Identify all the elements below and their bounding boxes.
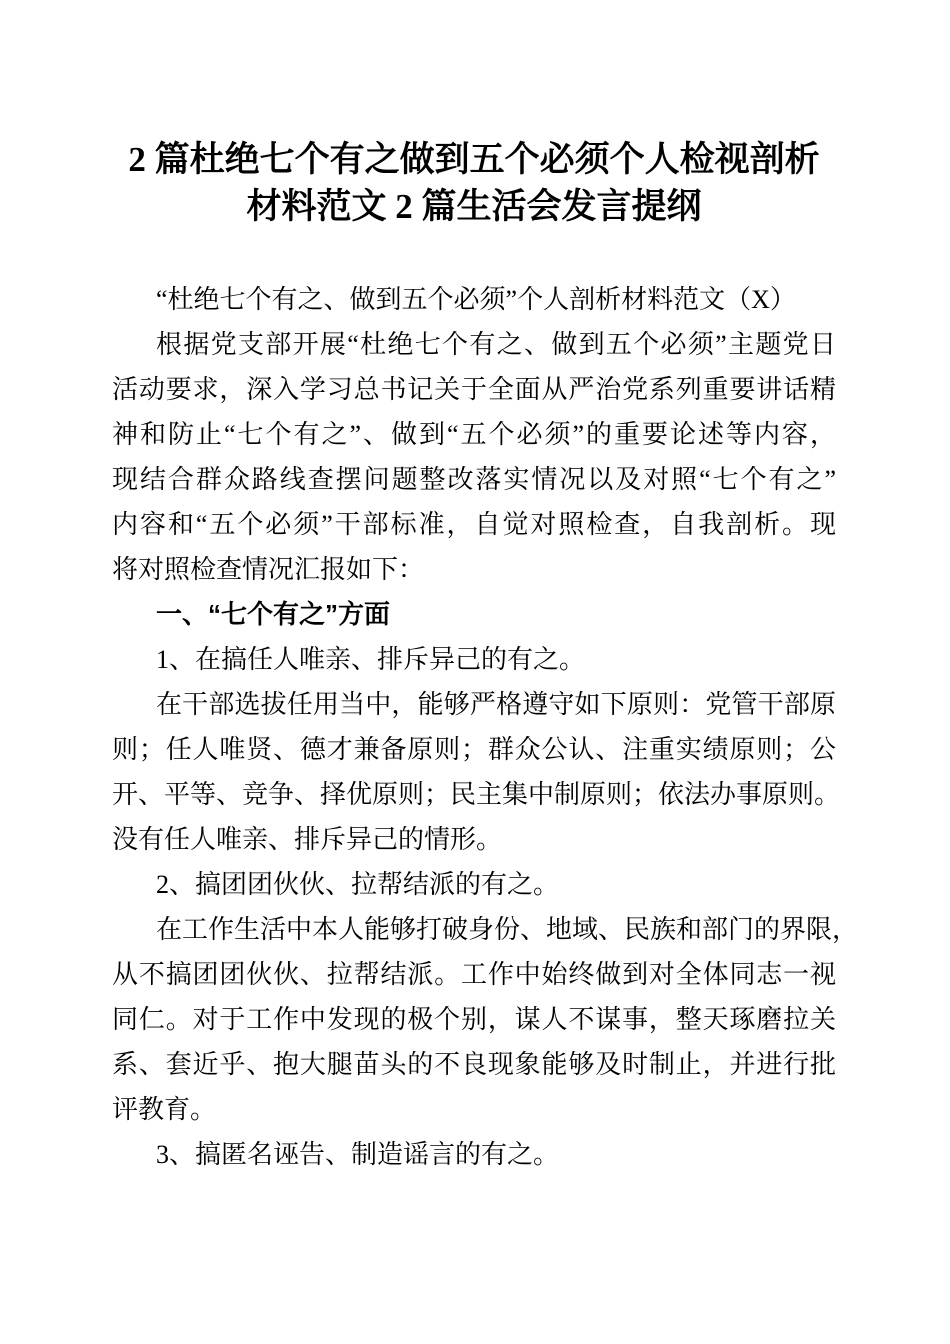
text-line: 2、搞团团伙伙、拉帮结派的有之。 bbox=[156, 870, 560, 899]
text-line: 在工作生活中本人能够打破身份、地域、民族和部门的界限， bbox=[156, 915, 859, 944]
document-title bbox=[112, 136, 836, 230]
title-line-1: 2 篇杜绝七个有之做到五个必须个人检视剖析 bbox=[128, 140, 820, 179]
text-line: 没有任人唯亲、排斥异己的情形。 bbox=[112, 825, 503, 854]
text-line: 神和防止“七个有之”、做到“五个必须”的重要论述等内容， bbox=[112, 420, 836, 449]
text-line: 系、套近乎、抱大腿苗头的不良现象能够及时制止，并进行批 bbox=[112, 1050, 836, 1079]
text-line: 同仁。对于工作中发现的极个别，谋人不谋事，整天琢磨拉关 bbox=[112, 1005, 836, 1034]
document-body bbox=[112, 277, 859, 1177]
text-line: 1、在搞任人唯亲、排斥异己的有之。 bbox=[156, 645, 586, 674]
text-line: 将对照检查情况汇报如下： bbox=[112, 555, 425, 584]
text-line: 在干部选拔任用当中，能够严格遵守如下原则：党管干部原 bbox=[156, 690, 836, 719]
text-line: 根据党支部开展“杜绝七个有之、做到五个必须”主题党日 bbox=[156, 330, 836, 359]
text-line: 一、“七个有之”方面 bbox=[156, 599, 391, 629]
text-line: 3、搞匿名诬告、制造谣言的有之。 bbox=[156, 1140, 560, 1169]
text-line: 则；任人唯贤、德才兼备原则；群众公认、注重实绩原则；公 bbox=[112, 735, 836, 764]
text-line: “杜绝七个有之、做到五个必须”个人剖析材料范文（X） bbox=[156, 285, 796, 314]
title-line-2: 材料范文 2 篇生活会发言提纲 bbox=[246, 187, 702, 226]
text-line: 开、平等、竞争、择优原则；民主集中制原则；依法办事原则。 bbox=[112, 780, 841, 809]
text-line: 活动要求，深入学习总书记关于全面从严治党系列重要讲话精 bbox=[112, 375, 836, 404]
text-line: 内容和“五个必须”干部标准，自觉对照检查，自我剖析。现 bbox=[112, 510, 836, 539]
text-line: 现结合群众路线查摆问题整改落实情况以及对照“七个有之” bbox=[112, 465, 836, 494]
text-line: 评教育。 bbox=[112, 1095, 217, 1124]
text-line: 从不搞团团伙伙、拉帮结派。工作中始终做到对全体同志一视 bbox=[112, 960, 836, 989]
